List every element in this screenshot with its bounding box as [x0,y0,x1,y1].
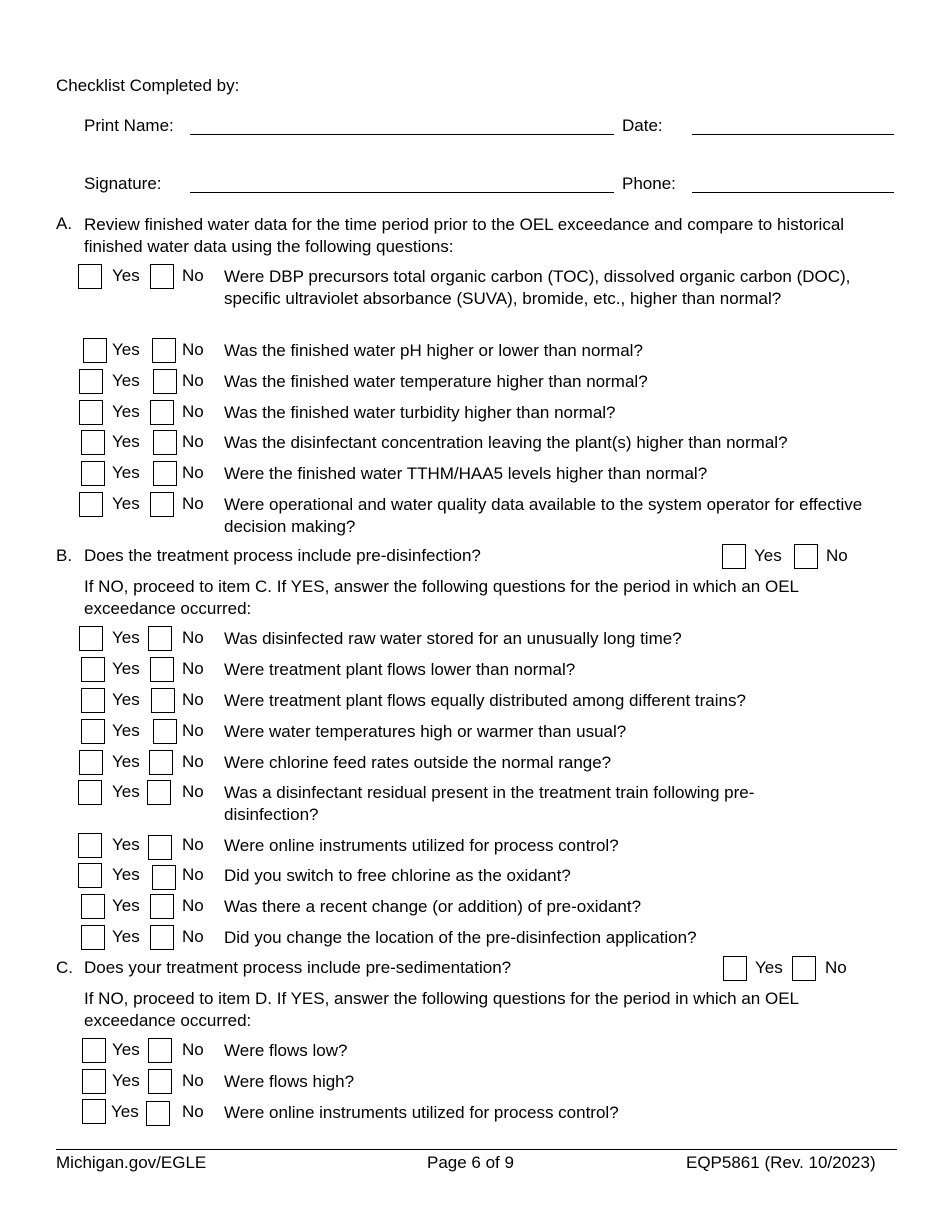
a-question-2: Was the finished water pH higher or lower than normal? [224,341,643,360]
a-q7-yes-checkbox[interactable] [79,492,103,517]
b-q2-no-checkbox[interactable] [150,657,174,682]
yes-label: Yes [112,1071,140,1090]
a-q5-yes-checkbox[interactable] [81,430,105,455]
no-label: No [182,690,204,709]
footer-form-id: EQP5861 (Rev. 10/2023) [686,1153,876,1172]
b-q1-yes-checkbox[interactable] [79,626,103,651]
no-label: No [182,896,204,915]
a-question-7: Were operational and water quality data available to the system operator for effective decision making? [224,495,863,536]
no-label: No [182,659,204,678]
a-q2-yes-checkbox[interactable] [83,338,107,363]
b-question-7: Were online instruments utilized for process control? [224,836,619,855]
yes-label: Yes [112,752,140,771]
yes-label: Yes [112,896,140,915]
no-label: No [182,340,204,359]
b-question-6: Was a disinfectant residual present in the treatment train following pre-disinfection? [224,783,755,824]
print-name-label: Print Name: [84,116,174,135]
yes-label: Yes [112,782,140,801]
phone-field[interactable] [692,192,894,193]
c-q3-no-checkbox[interactable] [146,1101,170,1126]
b-q4-yes-checkbox[interactable] [81,719,105,744]
yes-label: Yes [112,266,140,285]
a-q6-no-checkbox[interactable] [153,461,177,486]
yes-label: Yes [111,1102,139,1121]
section-b-title: Does the treatment process include pre-disinfection? [84,546,481,565]
section-a-intro: Review finished water data for the time period prior to the OEL exceedance and compare to historical finished water data using the following questions: [84,215,845,256]
no-label: No [182,371,204,390]
yes-label: Yes [112,865,140,884]
yes-label: Yes [112,463,140,482]
no-label: No [182,865,204,884]
no-label: No [182,835,204,854]
b-q3-no-checkbox[interactable] [151,688,175,713]
section-a-letter: A. [56,214,73,233]
a-q4-yes-checkbox[interactable] [79,400,103,425]
signature-label: Signature: [84,174,162,193]
a-q6-yes-checkbox[interactable] [81,461,105,486]
section-c-title: Does your treatment process include pre-sedimentation? [84,958,512,977]
b-q8-yes-checkbox[interactable] [78,863,102,888]
b-question-2: Were treatment plant flows lower than normal? [224,660,576,679]
yes-label: Yes [112,721,140,740]
section-c-instruction: If NO, proceed to item D. If YES, answer the following questions for the period in which an OEL exceedance occurred: [84,989,799,1030]
c-q2-no-checkbox[interactable] [148,1069,172,1094]
b-q7-no-checkbox[interactable] [148,835,172,860]
b-question-5: Were chlorine feed rates outside the normal range? [224,753,612,772]
a-question-6: Were the finished water TTHM/HAA5 levels higher than normal? [224,464,708,483]
a-q3-yes-checkbox[interactable] [79,369,103,394]
section-b-letter: B. [56,546,73,565]
footer-website: Michigan.gov/EGLE [56,1153,207,1172]
footer-divider [56,1149,897,1150]
section-c-letter: C. [56,958,73,977]
yes-label: Yes [112,494,140,513]
c-q1-yes-checkbox[interactable] [82,1038,106,1063]
b-question-10: Did you change the location of the pre-disinfection application? [224,928,697,947]
yes-label: Yes [112,1040,140,1059]
no-label: No [182,1040,204,1059]
completed-by-label: Checklist Completed by: [56,76,240,95]
a-q3-no-checkbox[interactable] [153,369,177,394]
no-label: No [182,782,204,801]
no-label: No [182,927,204,946]
c-main-yes-checkbox[interactable] [723,956,747,981]
a-q5-no-checkbox[interactable] [153,430,177,455]
footer-page-number: Page 6 of 9 [427,1153,514,1172]
yes-label: Yes [754,546,782,565]
no-label: No [182,1102,204,1121]
b-q10-yes-checkbox[interactable] [81,925,105,950]
c-q2-yes-checkbox[interactable] [82,1069,106,1094]
a-question-5: Was the disinfectant concentration leaving the plant(s) higher than normal? [224,433,788,452]
b-question-8: Did you switch to free chlorine as the oxidant? [224,866,571,885]
a-q2-no-checkbox[interactable] [152,338,176,363]
no-label: No [182,494,204,513]
no-label: No [182,721,204,740]
b-q2-yes-checkbox[interactable] [81,657,105,682]
b-question-4: Were water temperatures high or warmer than usual? [224,722,627,741]
b-q7-yes-checkbox[interactable] [78,833,102,858]
yes-label: Yes [112,371,140,390]
a-q1-no-checkbox[interactable] [150,264,174,289]
b-q3-yes-checkbox[interactable] [81,688,105,713]
b-question-9: Was there a recent change (or addition) of pre-oxidant? [224,897,642,916]
signature-field[interactable] [190,192,614,193]
c-q3-yes-checkbox[interactable] [82,1099,106,1124]
yes-label: Yes [112,659,140,678]
yes-label: Yes [112,835,140,854]
no-label: No [182,402,204,421]
no-label: No [182,266,204,285]
a-question-4: Was the finished water turbidity higher than normal? [224,403,616,422]
b-q8-no-checkbox[interactable] [152,865,176,890]
b-main-no-checkbox[interactable] [794,544,818,569]
b-q6-yes-checkbox[interactable] [78,780,102,805]
b-question-3: Were treatment plant flows equally distributed among different trains? [224,691,746,710]
date-field[interactable] [692,134,894,135]
phone-label: Phone: [622,174,676,193]
b-q5-yes-checkbox[interactable] [79,750,103,775]
c-q1-no-checkbox[interactable] [148,1038,172,1063]
no-label: No [826,546,848,565]
b-question-1: Was disinfected raw water stored for an unusually long time? [224,629,682,648]
b-q5-no-checkbox[interactable] [149,750,173,775]
c-question-3: Were online instruments utilized for process control? [224,1103,619,1122]
b-q10-no-checkbox[interactable] [150,925,174,950]
no-label: No [182,1071,204,1090]
yes-label: Yes [755,958,783,977]
date-label: Date: [622,116,663,135]
yes-label: Yes [112,927,140,946]
yes-label: Yes [112,402,140,421]
no-label: No [182,628,204,647]
no-label: No [825,958,847,977]
a-q4-no-checkbox[interactable] [150,400,174,425]
no-label: No [182,463,204,482]
a-question-3: Was the finished water temperature higher than normal? [224,372,648,391]
yes-label: Yes [112,628,140,647]
c-question-2: Were flows high? [224,1072,355,1091]
c-main-no-checkbox[interactable] [792,956,816,981]
no-label: No [182,432,204,451]
b-q9-yes-checkbox[interactable] [81,894,105,919]
b-q1-no-checkbox[interactable] [148,626,172,651]
a-q1-yes-checkbox[interactable] [78,264,102,289]
b-q4-no-checkbox[interactable] [153,719,177,744]
section-b-instruction: If NO, proceed to item C. If YES, answer the following questions for the period in which an OEL exceedance occurred: [84,577,799,618]
yes-label: Yes [112,690,140,709]
no-label: No [182,752,204,771]
b-q9-no-checkbox[interactable] [150,894,174,919]
b-main-yes-checkbox[interactable] [722,544,746,569]
b-q6-no-checkbox[interactable] [147,780,171,805]
a-question-1: Were DBP precursors total organic carbon (TOC), dissolved organic carbon (DOC), specific ultraviolet absorbance (SUVA), bromide, etc., higher than normal? [224,267,851,308]
c-question-1: Were flows low? [224,1041,348,1060]
yes-label: Yes [112,340,140,359]
yes-label: Yes [112,432,140,451]
print-name-field[interactable] [190,134,614,135]
a-q7-no-checkbox[interactable] [150,492,174,517]
